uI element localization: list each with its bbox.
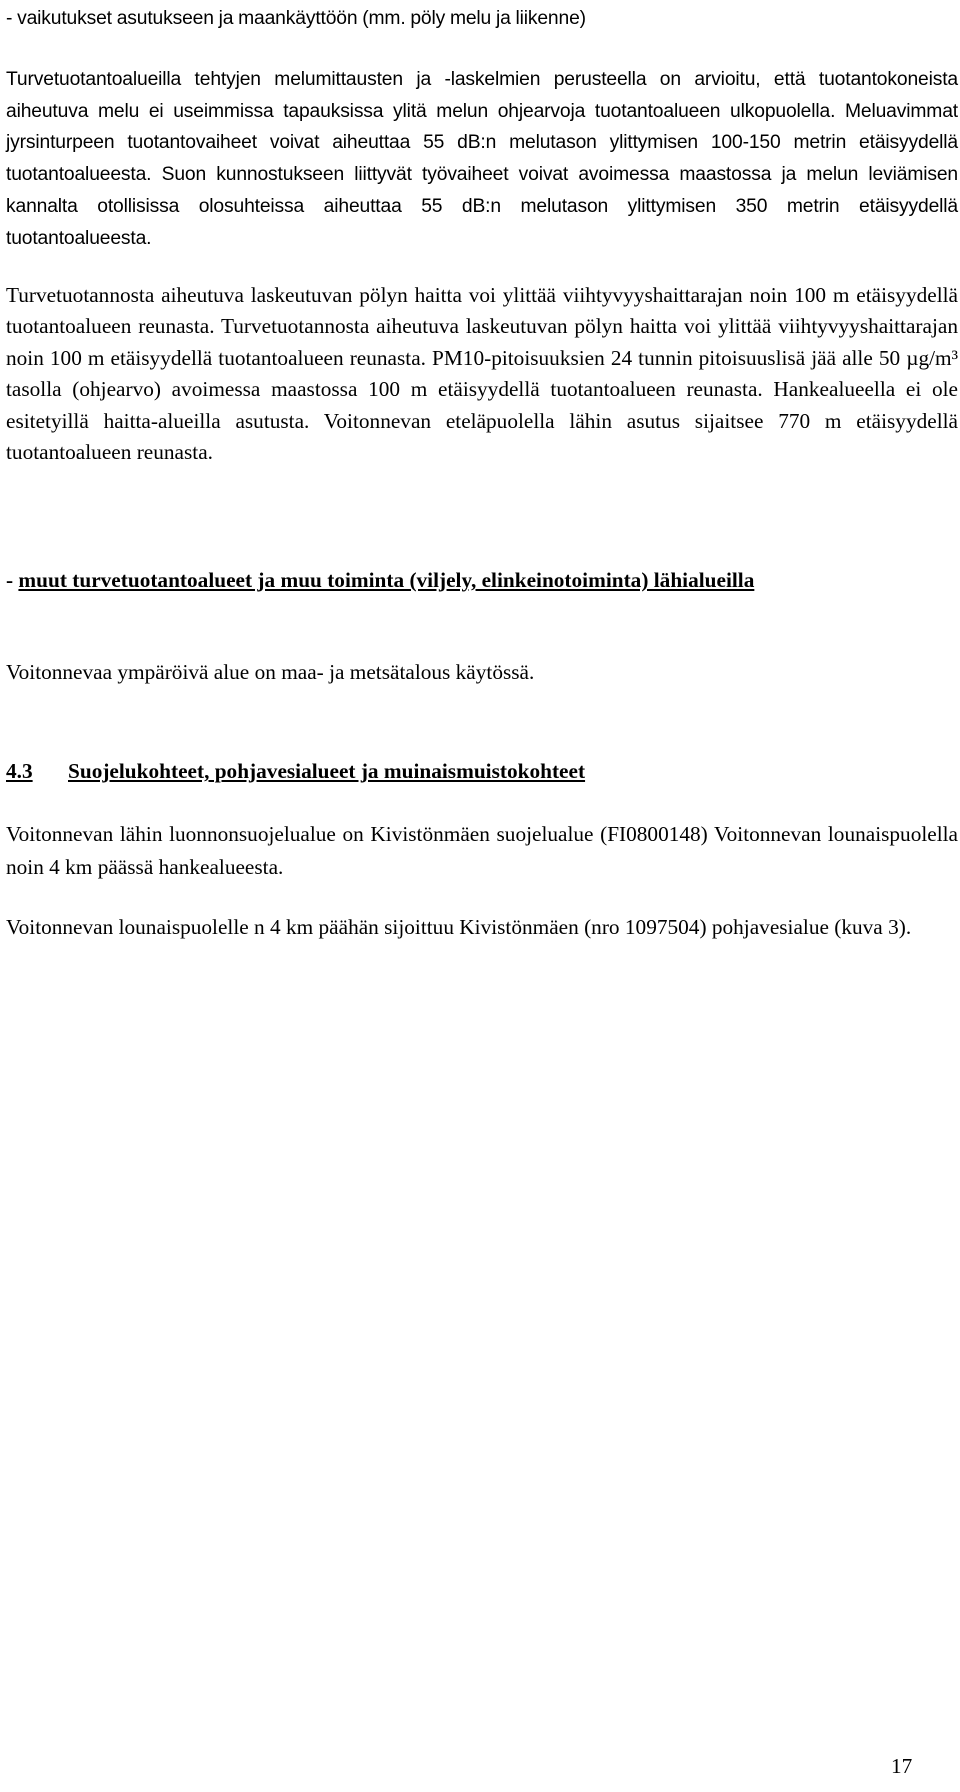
other-activities-subheading: [6, 564, 958, 597]
subheading-prefix: -: [6, 568, 19, 592]
section-number: 4.3: [6, 759, 33, 783]
protection-area-paragraph: Voitonnevan lähin luonnonsuojelualue on Kivistönmäen suojelualue (FI0800148) Voitonnevan lounaispuolella noin 4 km päässä hankealueesta.: [6, 822, 958, 879]
groundwater-paragraph: Voitonnevan lounaispuolelle n 4 km päähän sijoittuu Kivistönmäen (nro 1097504) pohjavesialue (kuva 3).: [6, 915, 912, 939]
dust-paragraph: Turvetuotannosta aiheutuva laskeutuvan pölyn haitta voi ylittää viihtyvyyshaittarajan noin 100 m etäisyydellä tuotantoalueen reunasta. Turvetuotannosta aiheutuva laskeutuvan pölyn haitta voi ylittää viihtyvyyshaittarajan noin 100 m etäisyydellä tuotantoalueen reunasta. PM10-pitoisuuksien 24 tunnin pitoisuuslisä jää alle 50 µg/m³ tasolla (ohjearvo) avoimessa maastossa 100 m etäisyydellä tuotantoalueen reunasta. Hankealueella ei ole esitetyillä haitta-alueilla asutusta. Voitonnevan eteläpuolella lähin asutus sijaitsee 770 m etäisyydellä tuotantoalueen reunasta.: [6, 283, 958, 465]
subheading-text: muut turvetuotantoalueet ja muu toiminta (viljely, elinkeinotoiminta) lähialueilla: [18, 568, 755, 592]
section-title-text: Suojelukohteet, pohjavesialueet ja muinaismuistokohteet: [68, 759, 586, 783]
impact-heading: - vaikutukset asutukseen ja maankäyttöön (mm. pöly melu ja liikenne): [6, 8, 586, 29]
noise-paragraph: Turvetuotantoalueilla tehtyjen melumittausten ja -laskelmien perusteella on arvioitu, että tuotantokoneista aiheutuva melu ei useimmissa tapauksissa ylitä melun ohjearvoja tuotantoalueen ulkopuolella. Meluavimmat jyrsinturpeen tuotantovaiheet voivat aiheuttaa 55 dB:n melutason ylittymisen 100-150 metrin etäisyydellä tuotantoalueesta. Suon kunnostukseen liittyvät työvaiheet voivat avoimessa maastossa ja melun leviämisen kannalta otollisissa olosuhteissa aiheuttaa 55 dB:n melutason ylittymisen 350 metrin etäisyydellä tuotantoalueesta.: [6, 69, 958, 249]
page-number: 17: [891, 1754, 913, 1778]
land-use-paragraph: Voitonnevaa ympäröivä alue on maa- ja metsätalous käytössä.: [6, 660, 535, 684]
section-heading: [6, 755, 585, 787]
